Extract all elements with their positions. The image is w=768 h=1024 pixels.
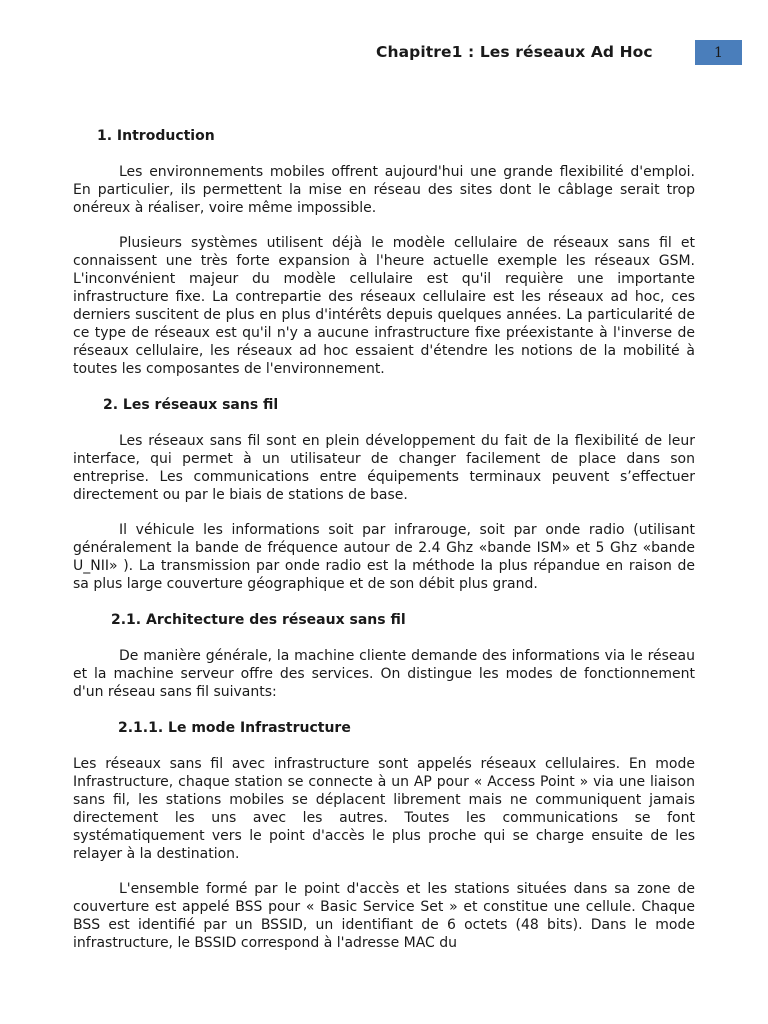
section-heading-introduction: 1. Introduction [97, 128, 215, 144]
paragraph: De manière générale, la machine cliente demande des informations via le réseau et la machine serveur offre des services. On distingue les modes de fonctionnement d'un réseau sans fil suivants: [73, 648, 695, 700]
page-number-badge: 1 [695, 40, 742, 65]
section-heading-infrastructure: 2.1.1. Le mode Infrastructure [118, 720, 351, 736]
paragraph: Les réseaux sans fil avec infrastructure sont appelés réseaux cellulaires. En mode Infrastructure, chaque station se connecte à un AP pour « Access Point » via une liaison sans fil, les stations mobiles se déplacent librement mais ne communiquent jamais directement les uns avec les autres. Toutes les communications se font systématiquement vers le point d'accès le plus proche qui se charge ensuite de les relayer à la destination. [73, 756, 695, 862]
paragraph: Il véhicule les informations soit par infrarouge, soit par onde radio (utilisant généralement la bande de fréquence autour de 2.4 Ghz «bande ISM» et 5 Ghz «bande U_NII» ). La transmission par onde radio est la méthode la plus répandue en raison de sa plus large couverture géographique et de son débit plus grand. [73, 522, 695, 592]
chapter-title: Chapitre1 : Les réseaux Ad Hoc [376, 43, 653, 61]
paragraph: Les réseaux sans fil sont en plein développement du fait de la flexibilité de leur interface, qui permet à un utilisateur de changer facilement de place dans son entreprise. Les communications entre équipements terminaux peuvent s’effectuer directement ou par le biais de stations de base. [73, 433, 695, 503]
section-heading-architecture: 2.1. Architecture des réseaux sans fil [111, 612, 406, 628]
paragraph: Les environnements mobiles offrent aujourd'hui une grande flexibilité d'emploi. En particulier, ils permettent la mise en réseau des sites dont le câblage serait trop onéreux à réaliser, voire même impossible. [73, 164, 695, 216]
section-heading-wireless: 2. Les réseaux sans fil [103, 397, 279, 413]
paragraph: L'ensemble formé par le point d'accès et les stations situées dans sa zone de couverture est appelé BSS pour « Basic Service Set » et constitue une cellule. Chaque BSS est identifié par un BSSID, un identifiant de 6 octets (48 bits). Dans le mode infrastructure, le BSSID correspond à l'adresse MAC du [73, 881, 695, 951]
paragraph: Plusieurs systèmes utilisent déjà le modèle cellulaire de réseaux sans fil et connaissent une très forte expansion à l'heure actuelle exemple les réseaux GSM. L'inconvénient majeur du modèle cellulaire est qu'il requière une importante infrastructure fixe. La contrepartie des réseaux cellulaire est les réseaux ad hoc, ces derniers suscitent de plus en plus d'intérêts depuis quelques années. La particularité de ce type de réseaux est qu'il n'y a aucune infrastructure fixe préexistante à l'inverse de réseaux cellulaire, les réseaux ad hoc essaient d'étendre les notions de la mobilité à toutes les composantes de l'environnement. [73, 235, 695, 377]
document-body [73, 127, 695, 952]
